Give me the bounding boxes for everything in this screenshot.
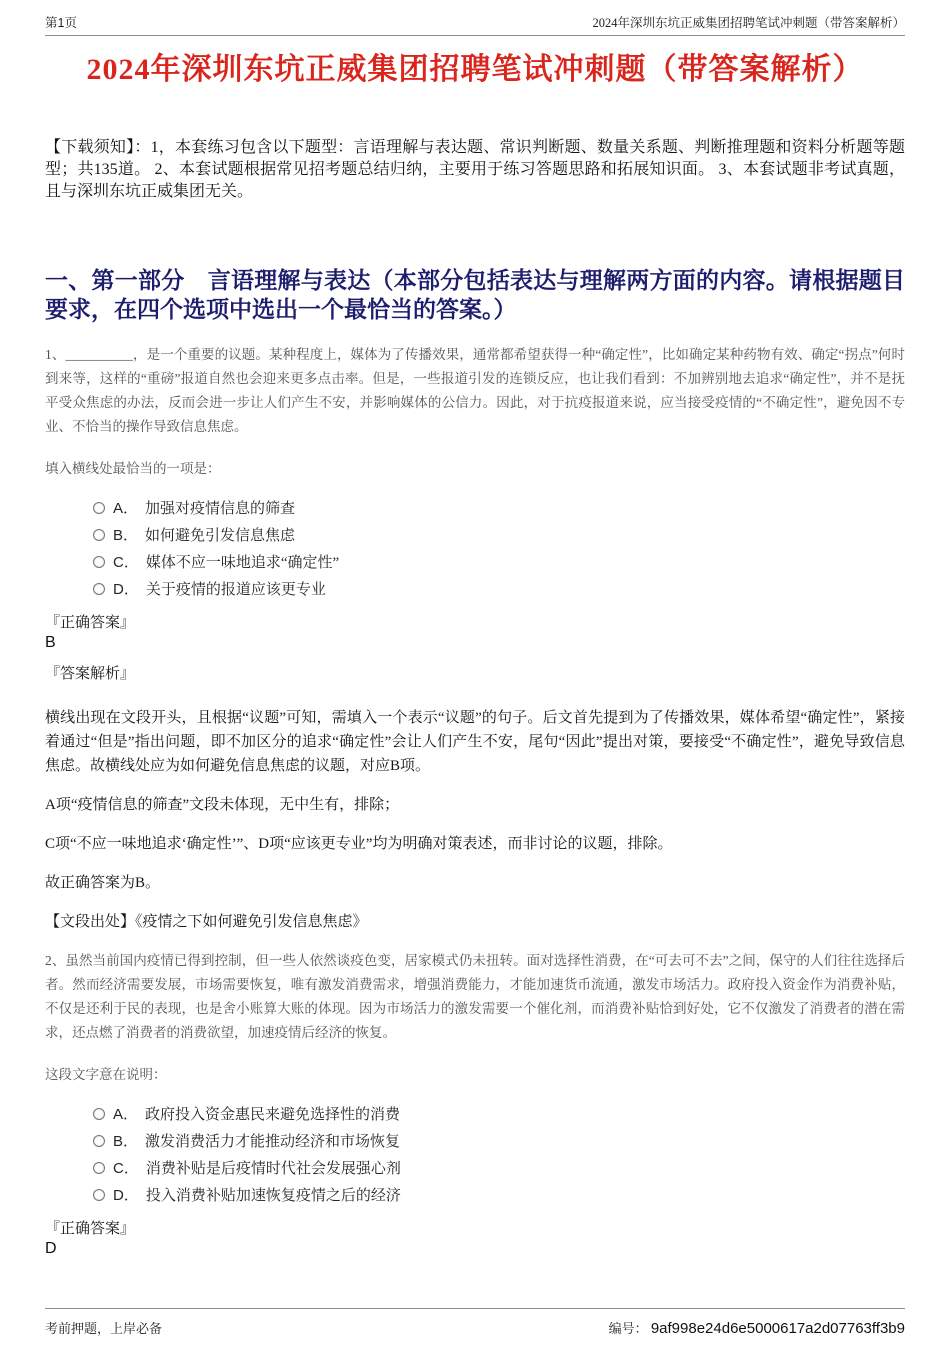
analysis-note-a: A项“疫情信息的筛查”文段未体现，无中生有，排除； — [45, 797, 400, 814]
option-radio[interactable] — [93, 1162, 105, 1174]
option-row-a[interactable] — [93, 1100, 905, 1127]
question-2 — [45, 949, 905, 1259]
question-2-options — [93, 1100, 905, 1208]
analysis-text: 横线出现在文段开头，且根据“议题”可知，需填入一个表示“议题”的句子。后文首先提到为了传播效果，媒体希望“确定性”，紧接着通过“但是”指出问题，即不加区分的追求“确定性”会让人们产生不安，尾句“因此”提出对策，要接受“不确定性”，避免导致信息焦虑。故横线处应为如何避免信息焦虑的议题，对应B项。 — [45, 710, 905, 775]
analysis-label: 『答案解析』 — [45, 666, 136, 683]
correct-answer-label: 『正确答案』 — [45, 615, 136, 632]
question-1 — [45, 343, 905, 934]
option-radio[interactable] — [93, 1135, 105, 1147]
footer-serial-label: 编号： — [608, 1321, 648, 1336]
download-notice: 【下载须知】：1，本套练习包含以下题型：言语理解与表达题、常识判断题、数量关系题、判断推理题和资料分析题等题型；共135道。 2、本套试题根据常见招考题总结归纳，主要用于练习答题思路和拓展知识面。 3、本套试题非考试真题，且与深圳东坑正威集团无关。 — [45, 139, 905, 200]
option-letter: D． — [113, 581, 139, 599]
option-radio[interactable] — [93, 1108, 105, 1120]
option-text: 投入消费补贴加速恢复疫情之后的经济 — [145, 1188, 401, 1205]
option-letter: C． — [113, 554, 139, 572]
option-letter: B． — [113, 1133, 139, 1151]
option-letter: A． — [113, 1106, 139, 1124]
question-2-stem: 2、虽然当前国内疫情已得到控制，但一些人依然谈疫色变，居家模式仍未扭转。面对选择性消费，在“可去可不去”之间，保守的人们往往选择后者。然而经济需要发展，市场需要恢复，唯有激发消费需求，增强消费能力，才能加速货币流通，激发市场活力。政府投入资金作为消费补贴，不仅是还利于民的表现，也是舍小账算大账的体现。因为市场活力的激发需要一个催化剂，而消费补贴恰到好处，它不仅激发了消费者的潜在需求，还点燃了消费者的消费欲望，加速疫情后经济的恢复。 — [45, 953, 905, 1041]
option-text: 政府投入资金惠民来避免选择性的消费 — [145, 1107, 401, 1124]
page-footer — [45, 1308, 905, 1337]
question-1-options — [93, 494, 905, 602]
option-row-b[interactable] — [93, 521, 905, 548]
footer-slogan: 考前押题，上岸必备 — [45, 1321, 163, 1336]
analysis-note-cd: C项“不应一味地追求‘确定性’”、D项“应该更专业”均为明确对策表述，而非讨论的议题，排除。 — [45, 836, 673, 853]
analysis-conclusion: 故正确答案为B。 — [45, 875, 161, 892]
option-text: 加强对疫情信息的筛查 — [145, 501, 296, 518]
option-radio[interactable] — [93, 583, 105, 595]
option-radio[interactable] — [93, 556, 105, 568]
page-title: 2024年深圳东坑正威集团招聘笔试冲刺题（带答案解析） — [86, 53, 864, 86]
option-row-d[interactable] — [93, 575, 905, 602]
header-page-number: 第1页 — [45, 16, 77, 30]
option-radio[interactable] — [93, 1189, 105, 1201]
header-doc-title: 2024年深圳东坑正威集团招聘笔试冲刺题（带答案解析） — [592, 16, 905, 30]
option-letter: C． — [113, 1160, 139, 1178]
option-row-c[interactable] — [93, 548, 905, 575]
option-row-b[interactable] — [93, 1127, 905, 1154]
page-header — [45, 0, 905, 36]
correct-answer-value: B — [45, 634, 56, 652]
correct-answer-value: D — [45, 1240, 57, 1258]
footer-serial-code: 9af998e24d6e5000617a2d07763ff3b9 — [650, 1320, 905, 1337]
option-text: 媒体不应一味地追求“确定性” — [145, 555, 340, 572]
question-1-stem: 1、__________，是一个重要的议题。某种程度上，媒体为了传播效果，通常都希望获得一种“确定性”，比如确定某种药物有效、确定“拐点”何时到来等，这样的“重磅”报道自然也会迎来更多点击率。但是，一些报道引发的连锁反应，也让我们看到：不加辨别地去追求“确定性”，并不是抚平受众焦虑的办法，反而会进一步让人们产生不安，并影响媒体的公信力。因此，对于抗疫报道来说，应当接受疫情的“不确定性”，避免因不专业、不恰当的操作导致信息焦虑。 — [45, 347, 905, 435]
correct-answer-label: 『正确答案』 — [45, 1221, 136, 1238]
question-1-prompt: 填入横线处最恰当的一项是： — [45, 461, 221, 477]
footer-serial — [609, 1318, 905, 1337]
option-row-c[interactable] — [93, 1154, 905, 1181]
option-row-d[interactable] — [93, 1181, 905, 1208]
option-text: 激发消费活力才能推动经济和市场恢复 — [145, 1134, 401, 1151]
option-letter: B． — [113, 527, 139, 545]
question-2-prompt: 这段文字意在说明： — [45, 1067, 167, 1083]
passage-source: 【文段出处】《疫情之下如何避免引发信息焦虑》 — [45, 914, 368, 931]
option-text: 消费补贴是后疫情时代社会发展强心剂 — [145, 1161, 401, 1178]
option-text: 关于疫情的报道应该更专业 — [145, 582, 326, 599]
option-radio[interactable] — [93, 529, 105, 541]
option-letter: D． — [113, 1187, 139, 1205]
option-radio[interactable] — [93, 502, 105, 514]
option-letter: A． — [113, 500, 139, 518]
option-text: 如何避免引发信息焦虑 — [145, 528, 296, 545]
section-heading: 一、第一部分 言语理解与表达（本部分包括表达与理解两方面的内容。请根据题目要求，在四个选项中选出一个最恰当的答案。） — [45, 268, 905, 322]
option-row-a[interactable] — [93, 494, 905, 521]
